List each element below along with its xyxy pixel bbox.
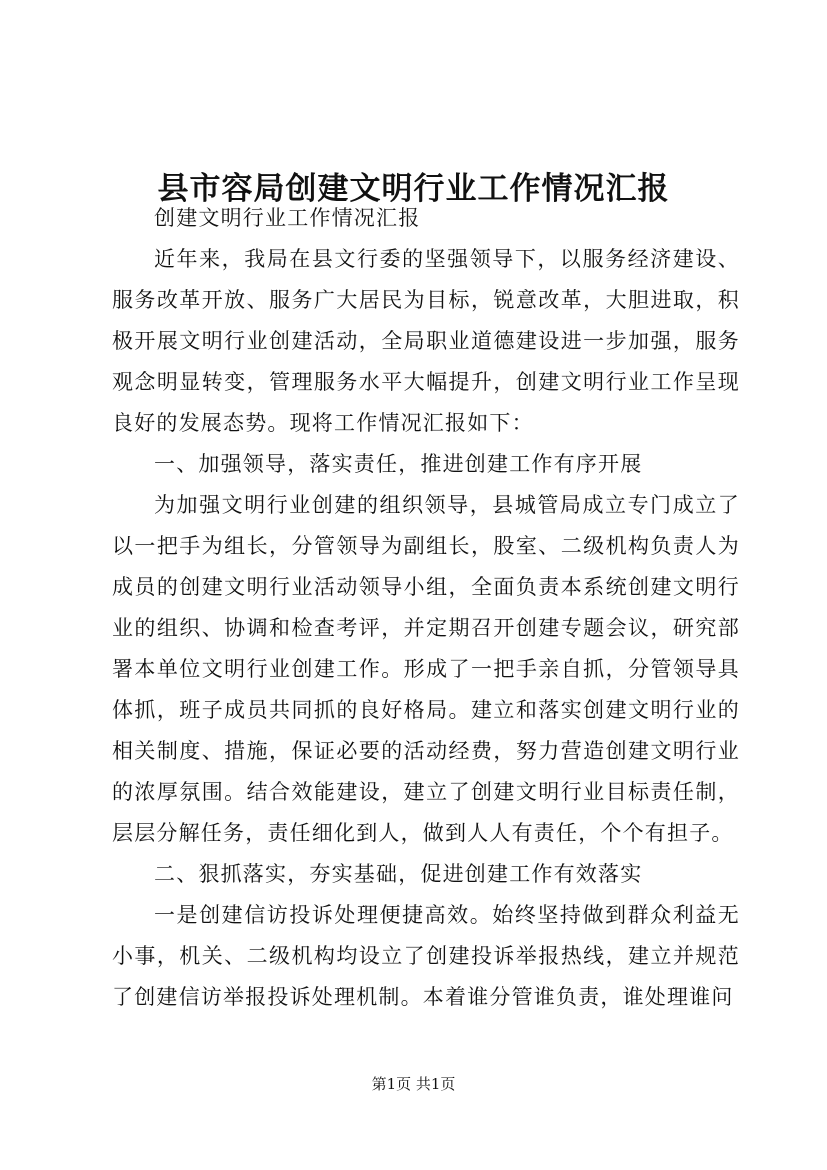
- section-1-paragraph: 为加强文明行业创建的组织领导，县城管局成立专门成立了以一把手为组长，分管领导为副组长，股室、二级机构负责人为成员的创建文明行业活动领导小组，全面负责本系统创建文明行业的组织、协调和检查考评，并定期召开创建专题会议，研究部署本单位文明行业创建工作。形成了一把手亲自抓，分管领导具体抓，班子成员共同抓的良好格局。建立和落实创建文明行业的相关制度、措施，保证必要的活动经费，努力营造创建文明行业的浓厚氛围。结合效能建设，建立了创建文明行业目标责任制，层层分解任务，责任细化到人，做到人人有责任，个个有担子。: [112, 493, 740, 845]
- section-heading-1: 一、加强领导，落实责任，推进创建工作有序开展: [154, 452, 643, 476]
- subtitle-paragraph: 创建文明行业工作情况汇报: [154, 206, 421, 230]
- section-heading-2: 二、狠抓落实，夯实基础，促进创建工作有效落实: [154, 862, 643, 886]
- document-body: [112, 198, 740, 1018]
- section-2-paragraph: 一是创建信访投诉处理便捷高效。始终坚持做到群众利益无小事，机关、二级机构均设立了创建投诉举报热线，建立并规范了创建信访举报投诉处理机制。本着谁分管谁负责，谁处理谁问: [112, 903, 740, 1009]
- intro-paragraph: 近年来，我局在县文行委的坚强领导下，以服务经济建设、服务改革开放、服务广大居民为目标，锐意改革，大胆进取，积极开展文明行业创建活动，全局职业道德建设进一步加强，服务观念明显转变，管理服务水平大幅提升，创建文明行业工作呈现良好的发展态势。现将工作情况汇报如下：: [112, 247, 740, 435]
- page-footer: 第1页 共1页: [371, 1075, 456, 1093]
- document-title: 县市容局创建文明行业工作情况汇报: [157, 170, 670, 207]
